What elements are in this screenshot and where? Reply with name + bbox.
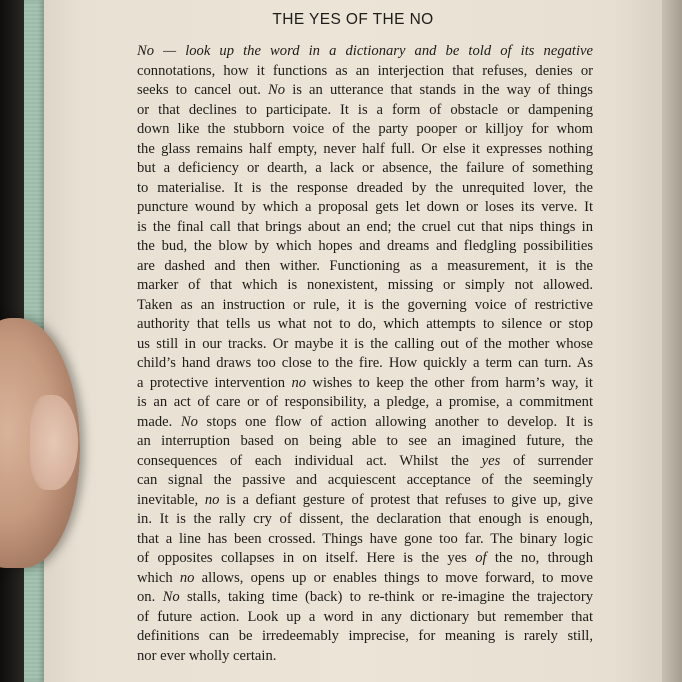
text-segment: connotations, how it functions as an interjection that refuses, denies or xyxy=(137,62,593,79)
text-line xyxy=(137,374,593,394)
italic-word: No xyxy=(137,43,155,59)
italic-word: no xyxy=(291,374,307,391)
text-segment: on. xyxy=(137,589,163,605)
text-segment: but a deficiency or dearth, a lack or absence, the failure of something xyxy=(137,160,593,176)
text-segment: in. It is the rally cry of dissent, the declaration that enough is enough, xyxy=(137,511,593,527)
text-line xyxy=(137,413,593,433)
text-line xyxy=(137,608,593,628)
text-line xyxy=(137,569,593,589)
text-segment: which xyxy=(137,569,180,586)
text-line xyxy=(137,432,593,452)
text-segment: to materialise. It is the response dreaded by the unrequited lover, the xyxy=(137,179,593,196)
text-segment: down like the stubborn voice of the party pooper or killjoy for whom xyxy=(137,121,593,137)
text-segment: inevitable, xyxy=(137,491,205,508)
text-segment: an interruption based on being able to see an imagined future, the xyxy=(137,433,593,449)
italic-word: No xyxy=(162,589,180,605)
text-line xyxy=(137,198,593,218)
text-line xyxy=(137,81,593,101)
text-line xyxy=(137,315,593,335)
text-segment: can signal the passive and acquiescent acceptance of the seemingly xyxy=(137,472,593,488)
text-segment: is an act of care or of responsibility, a pledge, a promise, a commitment xyxy=(137,394,593,410)
italic-word: — look up the word in a dictionary and be told of its negative xyxy=(154,43,593,59)
text-segment: the glass remains half empty, never half full. Or else it expresses nothing xyxy=(137,140,593,157)
text-line xyxy=(137,276,593,296)
text-segment: the bud, the blow by which hopes and dreams and fledgling possibilities xyxy=(137,238,593,254)
text-line xyxy=(137,647,593,667)
text-line xyxy=(137,218,593,238)
text-line xyxy=(137,179,593,199)
text-segment: or that declines to participate. It is a form of obstacle or dampening xyxy=(137,101,593,118)
text-line xyxy=(137,549,593,569)
text-segment: a protective intervention xyxy=(137,374,292,391)
text-segment: of future action. Look up a word in any dictionary but remember that xyxy=(137,608,593,625)
body-paragraph xyxy=(137,42,593,666)
text-segment: stops one flow of action allowing another to develop. It is xyxy=(197,413,594,430)
text-segment: puncture wound by which a proposal gets let down or loses its verve. It xyxy=(137,199,593,215)
text-line xyxy=(137,159,593,179)
text-line xyxy=(137,491,593,511)
text-segment: that a line has been crossed. Things have gone too far. The binary logic xyxy=(137,530,593,547)
text-line xyxy=(137,354,593,374)
italic-word: of xyxy=(475,550,487,566)
text-segment: us still in our tracks. Or maybe it is the calling out of the mother whose xyxy=(137,335,593,352)
book-gutter xyxy=(662,0,682,682)
text-segment: stalls, taking time (back) to re-think or re-imagine the trajectory xyxy=(179,589,594,605)
text-line xyxy=(137,588,593,608)
italic-word: yes xyxy=(481,452,501,469)
text-segment: Taken as an instruction or rule, it is the governing voice of restrictive xyxy=(137,296,593,313)
text-line xyxy=(137,120,593,140)
text-segment: are dashed and then wither. Functioning as a measurement, it is the xyxy=(137,257,593,274)
thumbnail xyxy=(30,395,78,490)
text-segment: definitions can be irredeemably imprecise, for meaning is rarely still, xyxy=(137,628,593,644)
text-segment: allows, opens up or enables things to move forward, to move xyxy=(194,569,593,586)
text-line xyxy=(137,101,593,121)
text-line xyxy=(137,140,593,160)
text-segment: marker of that which is nonexistent, missing or simply not allowed. xyxy=(137,277,593,293)
italic-word: no xyxy=(204,491,220,508)
text-segment: of surrender xyxy=(500,452,593,469)
text-segment: of opposites collapses in on itself. Here is the yes xyxy=(137,550,476,566)
text-segment: seeks to cancel out. xyxy=(137,82,269,98)
text-line xyxy=(137,257,593,277)
text-segment: wishes to keep the other from harm’s way, it xyxy=(306,374,593,391)
text-line xyxy=(137,530,593,550)
italic-word: No xyxy=(180,413,198,430)
text-segment: is the final call that brings about an end; the cruel cut that nips things in xyxy=(137,218,593,235)
text-line xyxy=(137,471,593,491)
text-line xyxy=(137,42,593,62)
italic-word: no xyxy=(179,569,195,586)
text-segment: made. xyxy=(137,413,181,430)
text-segment: authority that tells us what not to do, which attempts to silence or stop xyxy=(137,316,593,332)
text-line xyxy=(137,452,593,472)
text-segment: nor ever wholly certain. xyxy=(137,647,277,664)
text-line xyxy=(137,62,593,82)
italic-word: No xyxy=(268,82,286,98)
text-segment: the no, through xyxy=(486,550,593,566)
text-line xyxy=(137,627,593,647)
text-segment: is an utterance that stands in the way of things xyxy=(285,82,593,98)
text-line xyxy=(137,335,593,355)
text-segment: child’s hand draws too close to the fire. How quickly a term can turn. As xyxy=(137,355,593,371)
text-line xyxy=(137,393,593,413)
text-segment: consequences of each individual act. Whilst the xyxy=(137,452,482,469)
text-line xyxy=(137,510,593,530)
text-segment: is a defiant gesture of protest that refuses to give up, give xyxy=(219,491,593,508)
text-line xyxy=(137,237,593,257)
text-line xyxy=(137,296,593,316)
page-title: THE YES OF THE NO xyxy=(272,11,434,28)
